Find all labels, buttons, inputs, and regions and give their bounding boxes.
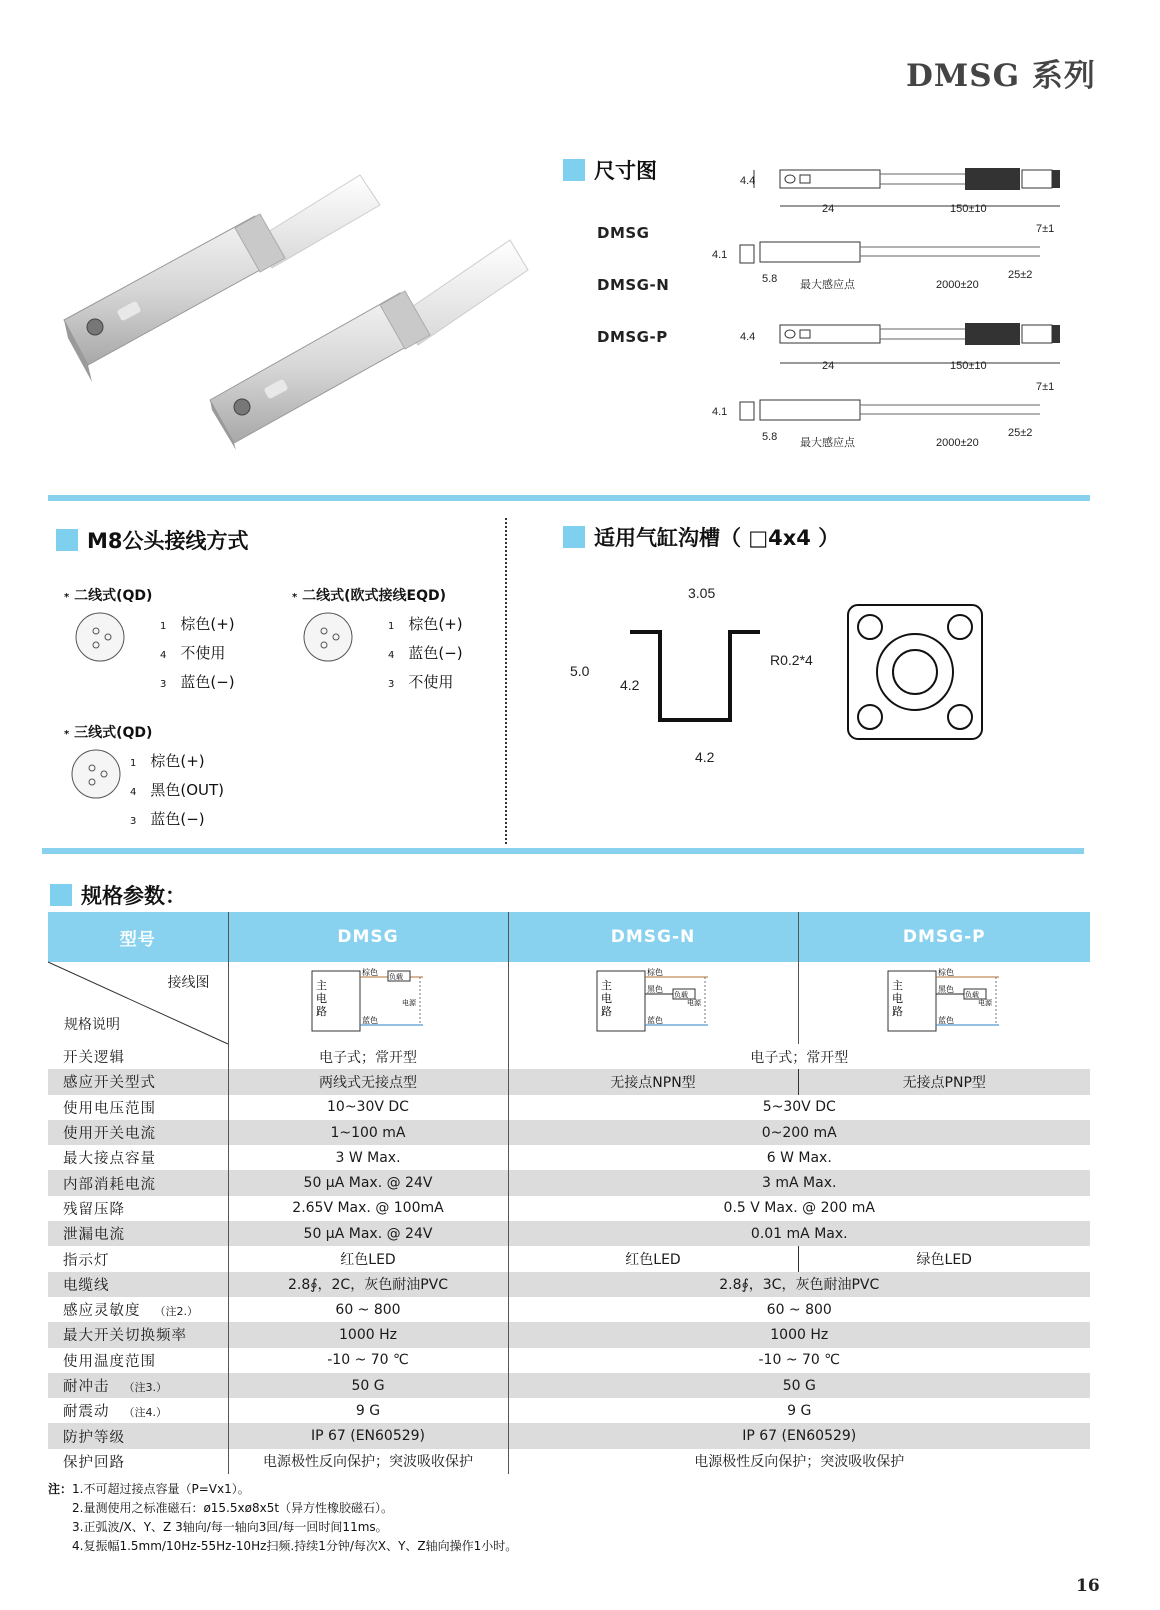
spec-row	[48, 1069, 1090, 1094]
series-title: DMSG 系列	[906, 58, 1096, 94]
spec-cell-dmsg-np: IP 67 (EN60529)	[508, 1423, 1090, 1448]
spec-cell-dmsg-np: 电源极性反向保护；突波吸收保护	[508, 1449, 1090, 1474]
spec-row	[48, 1044, 1090, 1069]
wire-row: 1 棕色(+)	[388, 615, 463, 633]
d1-body: 24	[822, 203, 835, 215]
section-marker	[563, 159, 585, 181]
spec-row-label: 指示灯	[48, 1246, 228, 1271]
spec-row	[48, 1246, 1090, 1271]
spec-cell-dmsg: 电源极性反向保护；突波吸收保护	[228, 1449, 508, 1474]
spec-row-label: 最大开关切换频率	[48, 1322, 228, 1347]
spec-cell-dmsg: -10 ~ 70 ℃	[228, 1348, 508, 1373]
wire-row: 1 棕色(+)	[130, 752, 205, 770]
circuit-load-label: 负载	[389, 973, 403, 981]
groove-bottom: 4.2	[695, 749, 715, 765]
d3-cable: 150±10	[950, 360, 987, 372]
model-label-dmsg-p: DMSG-P	[597, 328, 668, 346]
spec-row-label: 感应开关型式	[48, 1069, 228, 1094]
spec-row-note: （注4.）	[123, 1406, 167, 1420]
groove-profile-drawing	[560, 580, 820, 780]
wiring-block-3	[64, 722, 284, 828]
note-line: 2.量测使用之标准磁石：ø15.5xø8x5t（异方性橡胶磁石）。	[72, 1501, 394, 1515]
spec-row	[48, 1221, 1090, 1246]
groove-section-heading	[563, 522, 839, 552]
cylinder-end-view-drawing	[848, 605, 988, 745]
wiring-block-title: 三线式(QD)	[74, 725, 153, 741]
diagram-bottom-label: 规格说明	[64, 1017, 120, 1033]
spec-cell-dmsg: 9 G	[228, 1398, 508, 1423]
spec-cell-dmsg-np: 50 G	[508, 1373, 1090, 1398]
dimension-title: 尺寸图	[594, 159, 657, 183]
wiring-block-2	[292, 585, 492, 691]
spec-title: 规格参数：	[81, 884, 186, 908]
d1-height: 4.4	[740, 175, 756, 187]
dimension-drawings	[712, 160, 1090, 460]
circuit-brown-label: 棕色	[362, 968, 378, 977]
star-mark: *	[64, 592, 70, 603]
wire-row: 4 不使用	[160, 644, 226, 662]
circuit-power-label: 电源	[402, 999, 416, 1007]
groove-outer: 5.0	[570, 663, 590, 679]
d2-height: 4.1	[712, 249, 728, 261]
dimension-drawing-4	[712, 381, 1054, 449]
groove-inner: 4.2	[620, 677, 640, 693]
spec-cell-dmsg-np: 2.8∮，3C，灰色耐油PVC	[508, 1272, 1090, 1297]
spec-cell-dmsg-np: 5~30V DC	[508, 1095, 1090, 1120]
star-mark: *	[292, 592, 298, 603]
spec-cell-dmsg-np: 1000 Hz	[508, 1322, 1090, 1347]
wire-row: 3 蓝色(−)	[130, 810, 205, 828]
spec-cell-dmsg-np: 0~200 mA	[508, 1120, 1090, 1145]
spec-cell-dmsg: 50 G	[228, 1373, 508, 1398]
spec-cell-dmsg: 60 ~ 800	[228, 1297, 508, 1322]
spec-cell-dmsg-np: 60 ~ 800	[508, 1297, 1090, 1322]
wiring-section-heading	[56, 525, 249, 555]
groove-title: 适用气缸沟槽（ □4x4 ）	[594, 526, 840, 550]
circuit-load-label: 负载	[674, 991, 688, 999]
spec-row-label: 开关逻辑	[48, 1044, 228, 1069]
d4-sense: 5.8	[762, 431, 778, 443]
circuit-power-label: 电源	[687, 999, 701, 1007]
spec-row	[48, 1348, 1090, 1373]
dimension-drawing-2	[712, 223, 1054, 291]
circuit-main-label: 路	[601, 1005, 612, 1018]
section-divider-top	[48, 495, 1090, 501]
circuit-power-label: 电源	[978, 999, 993, 1007]
spec-row	[48, 1423, 1090, 1448]
spec-row	[48, 1170, 1090, 1195]
spec-cell-dmsg: 1000 Hz	[228, 1322, 508, 1347]
circuit-black-label: 黑色	[647, 985, 663, 994]
circuit-dmsg-p	[798, 962, 1090, 1044]
section-marker	[50, 884, 72, 906]
circuit-main-label: 主	[892, 979, 904, 992]
spec-cell-dmsg-np: 0.5 V Max. @ 200 mA	[508, 1196, 1090, 1221]
wire-row: 3 不使用	[388, 673, 454, 691]
wire-row: 4 蓝色(−)	[388, 644, 463, 662]
section-divider-middle	[42, 848, 1084, 854]
header-dmsg-p: DMSG-P	[798, 912, 1090, 962]
spec-row-label: 保护回路	[48, 1449, 228, 1474]
circuit-blue-label: 蓝色	[362, 1016, 378, 1025]
diagram-top-label: 接线图	[167, 975, 210, 991]
circuit-main-label: 电	[601, 992, 612, 1005]
d2-tip: 7±1	[1036, 223, 1055, 235]
circuit-brown-label: 棕色	[647, 968, 663, 977]
circuit-brown-label: 棕色	[938, 968, 955, 977]
header-dmsg-n: DMSG-N	[508, 912, 798, 962]
spec-cell-dmsg-p: 绿色LED	[798, 1246, 1090, 1271]
spec-row	[48, 1145, 1090, 1170]
spec-row-note: （注3.）	[123, 1381, 167, 1394]
circuit-blue-label: 蓝色	[647, 1016, 663, 1025]
spec-row	[48, 1297, 1090, 1322]
spec-row	[48, 1398, 1090, 1423]
section-marker	[563, 526, 585, 548]
spec-cell-dmsg: 电子式；常开型	[228, 1044, 508, 1069]
circuit-dmsg	[228, 962, 508, 1044]
spec-row-label: 泄漏电流	[48, 1221, 228, 1246]
star-mark: *	[64, 729, 70, 740]
spec-table	[48, 912, 1090, 1474]
spec-row-label: 耐震动 （注4.）	[48, 1398, 228, 1423]
diagram-row	[48, 962, 1090, 1044]
spec-cell-dmsg-p: 无接点PNP型	[798, 1069, 1090, 1094]
spec-section-heading	[50, 880, 186, 910]
diagram-row-label	[48, 962, 228, 1044]
wiring-title: M8公头接线方式	[87, 529, 249, 553]
m8-connector-icon	[300, 609, 356, 669]
header-dmsg: DMSG	[228, 912, 508, 962]
circuit-dmsg-n	[508, 962, 798, 1044]
spec-cell-dmsg-np: 6 W Max.	[508, 1145, 1090, 1170]
circuit-main-label: 路	[316, 1005, 327, 1018]
spec-row	[48, 1449, 1090, 1474]
groove-radius: R0.2*4	[770, 652, 813, 668]
header-model: 型号	[48, 912, 228, 962]
note-line: 注：1.不可超过接点容量（P=Vx1）。	[48, 1482, 250, 1496]
dimension-section-heading	[563, 155, 657, 185]
model-label-dmsg-n: DMSG-N	[597, 276, 670, 294]
circuit-main-label: 路	[892, 1005, 904, 1018]
spec-row-note: （注2.）	[154, 1305, 198, 1319]
circuit-main-label: 主	[316, 979, 327, 992]
d4-strip: 25±2	[1008, 427, 1033, 439]
section-divider-vertical	[505, 518, 507, 844]
wire-row: 3 蓝色(−)	[160, 673, 235, 691]
spec-cell-dmsg-n: 红色LED	[508, 1246, 798, 1271]
d3-body: 24	[822, 360, 835, 372]
circuit-black-label: 黑色	[938, 985, 955, 994]
spec-header-row	[48, 912, 1090, 962]
spec-row-label: 防护等级	[48, 1423, 228, 1448]
spec-row	[48, 1272, 1090, 1297]
wiring-block-1	[64, 585, 264, 691]
spec-cell-dmsg-np: -10 ~ 70 ℃	[508, 1348, 1090, 1373]
d4-sense-label: 最大感应点	[800, 437, 855, 449]
spec-cell-dmsg: 两线式无接点型	[228, 1069, 508, 1094]
spec-row-label: 电缆线	[48, 1272, 228, 1297]
section-marker	[56, 529, 78, 551]
spec-cell-dmsg: 3 W Max.	[228, 1145, 508, 1170]
spec-row-label: 使用电压范围	[48, 1095, 228, 1120]
spec-cell-dmsg: 50 µA Max. @ 24V	[228, 1221, 508, 1246]
spec-row-label: 使用温度范围	[48, 1348, 228, 1373]
spec-cell-dmsg-n: 无接点NPN型	[508, 1069, 798, 1094]
circuit-blue-label: 蓝色	[938, 1016, 955, 1025]
spec-cell-dmsg: 1~100 mA	[228, 1120, 508, 1145]
spec-row-label: 耐冲击 （注3.）	[48, 1373, 228, 1398]
spec-cell-dmsg: IP 67 (EN60529)	[228, 1423, 508, 1448]
wiring-block-title: 二线式(QD)	[74, 588, 153, 604]
dimension-drawing-1	[740, 168, 1060, 215]
d3-height: 4.4	[740, 331, 756, 343]
note-line: 3.正弧波/X、Y、Z 3轴向/每一轴向3回/每一回时间11ms。	[72, 1520, 388, 1534]
wire-row: 1 棕色(+)	[160, 615, 235, 633]
notes	[48, 1480, 517, 1556]
groove-top: 3.05	[688, 585, 716, 601]
spec-row-label: 使用开关电流	[48, 1120, 228, 1145]
spec-cell-dmsg: 2.65V Max. @ 100mA	[228, 1196, 508, 1221]
product-photo	[40, 160, 540, 450]
circuit-main-label: 电	[892, 992, 904, 1005]
m8-connector-icon	[72, 609, 128, 669]
spec-cell-dmsg-np: 9 G	[508, 1398, 1090, 1423]
spec-cell-dmsg-np: 电子式；常开型	[508, 1044, 1090, 1069]
spec-row	[48, 1120, 1090, 1145]
m8-connector-icon	[68, 746, 124, 806]
spec-cell-dmsg-np: 3 mA Max.	[508, 1170, 1090, 1195]
circuit-main-label: 主	[601, 979, 612, 992]
spec-row	[48, 1196, 1090, 1221]
d2-sense: 5.8	[762, 273, 778, 285]
d4-cable: 2000±20	[936, 437, 979, 449]
dimension-drawing-3	[740, 323, 1060, 372]
spec-row-label: 内部消耗电流	[48, 1170, 228, 1195]
spec-cell-dmsg: 10~30V DC	[228, 1095, 508, 1120]
d4-tip: 7±1	[1036, 381, 1055, 393]
spec-cell-dmsg: 50 µA Max. @ 24V	[228, 1170, 508, 1195]
model-label-dmsg: DMSG	[597, 224, 650, 242]
spec-row	[48, 1373, 1090, 1398]
wire-row: 4 黑色(OUT)	[130, 781, 225, 799]
circuit-load-label: 负载	[965, 991, 980, 999]
spec-row	[48, 1095, 1090, 1120]
wiring-block-title: 二线式(欧式接线EQD)	[302, 588, 446, 604]
spec-row	[48, 1322, 1090, 1347]
spec-cell-dmsg: 2.8∮，2C，灰色耐油PVC	[228, 1272, 508, 1297]
spec-cell-dmsg-np: 0.01 mA Max.	[508, 1221, 1090, 1246]
d2-strip: 25±2	[1008, 269, 1033, 281]
d1-cable: 150±10	[950, 203, 987, 215]
spec-row-label: 最大接点容量	[48, 1145, 228, 1170]
page-number: 16	[1076, 1576, 1100, 1596]
d2-sense-label: 最大感应点	[800, 279, 855, 291]
note-line: 4.复振幅1.5mm/10Hz-55Hz-10Hz扫频.持续1分钟/每次X、Y、Z轴向操作1小时。	[72, 1539, 518, 1553]
circuit-main-label: 电	[316, 992, 327, 1005]
d2-cable: 2000±20	[936, 279, 979, 291]
spec-row-label: 感应灵敏度 （注2.）	[48, 1297, 228, 1322]
d4-height: 4.1	[712, 406, 728, 418]
spec-cell-dmsg: 红色LED	[228, 1246, 508, 1271]
spec-row-label: 残留压降	[48, 1196, 228, 1221]
